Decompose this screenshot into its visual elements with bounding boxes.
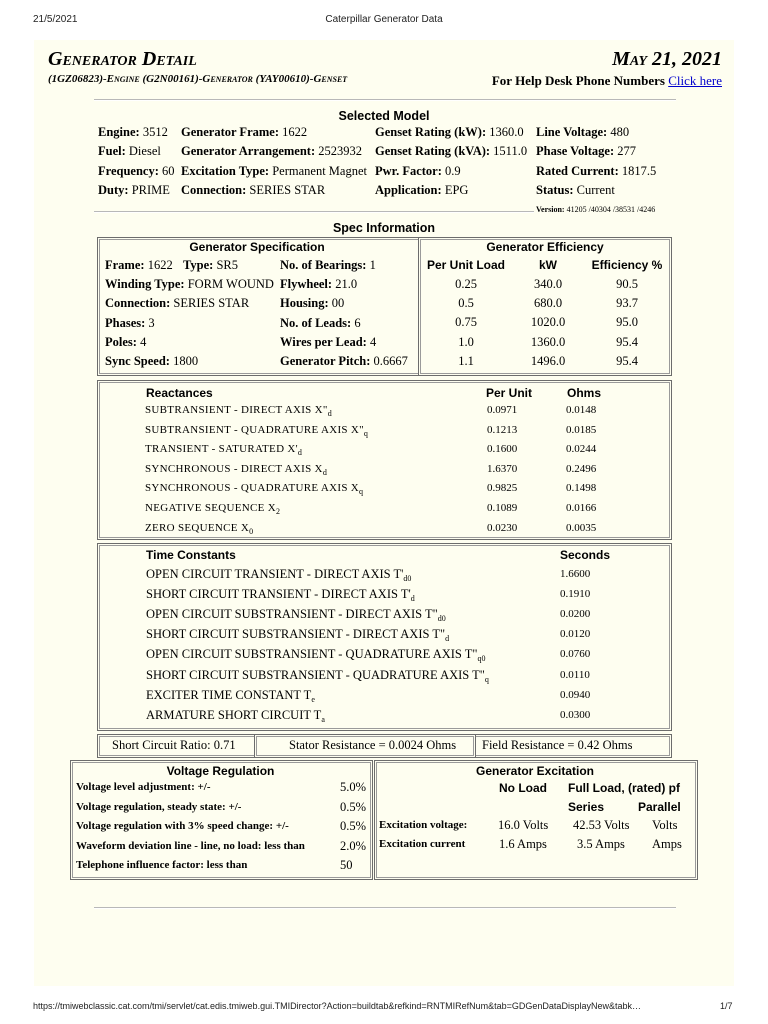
short-circuit-ratio: Short Circuit Ratio: 0.71 (112, 738, 236, 752)
time-constant-label: ARMATURE SHORT CIRCUIT $T_a$ (146, 707, 325, 724)
gen-spec-field: Winding Type: FORM WOUND (105, 277, 274, 292)
time-constant-value: 1.6600 (560, 568, 591, 580)
page-title: Generator Detail (48, 48, 197, 70)
col-series: Series (568, 800, 605, 814)
efficiency-cell: 90.5 (616, 277, 638, 291)
time-constant-label: SHORT CIRCUIT SUBSTRANSIENT - DIRECT AXIS $T"_d$ (146, 627, 450, 644)
excitation-voltage-label: Excitation voltage: (379, 819, 468, 831)
reactance-label: NEGATIVE SEQUENCE $X_2$ (145, 502, 281, 516)
reactance-per-unit: 1.6370 (487, 462, 518, 475)
reactance-per-unit: 0.0230 (487, 521, 518, 534)
model-field: Rated Current: 1817.5 (536, 163, 657, 178)
reactance-per-unit: 0.1089 (487, 502, 518, 514)
print-page-title: Caterpillar Generator Data (325, 14, 443, 25)
time-constant-value: 0.0300 (560, 708, 591, 721)
gen-spec-field: Housing: 00 (280, 296, 345, 311)
reactance-ohms: 0.0244 (566, 443, 597, 456)
time-constant-label: OPEN CIRCUIT TRANSIENT - DIRECT AXIS $T'_{d0}$ (146, 567, 412, 583)
gen-spec-field: No. of Bearings: 1 (280, 258, 376, 272)
efficiency-cell: 680.0 (533, 296, 563, 311)
print-url: https://tmiwebclassic.cat.com/tmi/servlet/cat.edis.tmiweb.gui.TMIDirector?Action=buildtab&refkind=RNTMIRefNum&tab=GDGenDataDisplayNew&tabk… (33, 1001, 641, 1011)
voltage-regulation-label: Telephone influence factor: less than (76, 859, 248, 871)
excitation-voltage-parallel: Volts (652, 818, 678, 832)
gen-spec-field: Flywheel: 21.0 (280, 277, 358, 292)
efficiency-cell: 0.25 (455, 277, 477, 291)
voltage-regulation-value: 50 (340, 858, 353, 872)
voltage-regulation-label: Voltage level adjustment: +/- (76, 781, 211, 793)
col-ohms: Ohms (567, 386, 602, 400)
reactance-label: SYNCHRONOUS - DIRECT AXIS $X_d$ (145, 462, 328, 477)
help-label: For Help Desk Phone Numbers (491, 73, 665, 88)
model-field: Status: Current (536, 182, 615, 197)
reactance-ohms: 0.1498 (566, 482, 597, 495)
efficiency-heading: Generator Efficiency (486, 240, 604, 254)
gen-spec-field: Frame: 1622 (105, 258, 173, 272)
time-constant-label: SHORT CIRCUIT SUBSTRANSIENT - QUADRATURE AXIS $T"_q$ (146, 667, 489, 684)
selected-model-heading: Selected Model (338, 109, 430, 123)
gen-spec-field: Sync Speed: 1800 (105, 354, 199, 368)
gen-spec-field: Phases: 3 (105, 315, 155, 330)
col-full-load: Full Load, (rated) pf (568, 781, 680, 795)
gen-spec-field: Connection: SERIES STAR (105, 296, 250, 311)
model-field: Phase Voltage: 277 (536, 144, 636, 159)
model-field: Frequency: 60 (98, 163, 175, 178)
reactance-label: TRANSIENT - SATURATED $X'_d$ (145, 443, 303, 458)
reactance-per-unit: 0.1213 (487, 423, 518, 436)
version: Version: 41205 /40304 /38531 /4246 (536, 205, 656, 214)
reactance-label: SUBTRANSIENT - QUADRATURE AXIS $X"_q$ (145, 423, 369, 438)
col-parallel: Parallel (638, 800, 681, 814)
page-date: May 21, 2021 (612, 48, 722, 70)
reactance-ohms: 0.0185 (566, 423, 597, 436)
model-field: Genset Rating (kVA): 1511.0 (375, 144, 528, 159)
print-page-count: 1/7 (720, 1001, 733, 1011)
divider (94, 99, 676, 101)
efficiency-cell: 1020.0 (530, 315, 566, 330)
model-field: Connection: SERIES STAR (181, 182, 326, 197)
gen-spec-field: Generator Pitch: 0.6667 (280, 354, 408, 368)
time-constant-label: SHORT CIRCUIT TRANSIENT - DIRECT AXIS $T'_d$ (146, 587, 415, 604)
time-constant-value: 0.0760 (560, 648, 591, 661)
voltage-regulation-label: Waveform deviation line - line, no load: less than (76, 839, 305, 852)
col-seconds: Seconds (560, 548, 611, 562)
version-line (94, 211, 534, 213)
divider-bottom (94, 907, 676, 909)
gen-spec-field: Poles: 4 (105, 334, 147, 349)
time-constants-heading: Time Constants (146, 548, 236, 562)
reactance-label: ZERO SEQUENCE $X_0$ (145, 521, 254, 536)
excitation-current-no-load: 1.6 Amps (499, 837, 547, 851)
time-constant-label: EXCITER TIME CONSTANT $T_e$ (146, 687, 315, 704)
voltage-regulation-heading: Voltage Regulation (166, 764, 275, 778)
efficiency-col-header: Efficiency % (591, 258, 663, 272)
voltage-regulation-value: 2.0% (340, 838, 367, 853)
reactance-ohms: 0.0035 (566, 521, 597, 534)
reactance-label: SYNCHRONOUS - QUADRATURE AXIS $X_q$ (145, 482, 364, 497)
voltage-regulation-value: 0.5% (340, 819, 367, 833)
help-link[interactable]: Click here (668, 73, 722, 88)
model-field: Genset Rating (kW): 1360.0 (375, 125, 524, 139)
excitation-voltage-no-load: 16.0 Volts (498, 818, 549, 832)
model-field: Fuel: Diesel (98, 144, 161, 159)
reactance-ohms: 0.0166 (566, 502, 597, 514)
efficiency-cell: 1496.0 (530, 353, 566, 368)
col-no-load: No Load (499, 781, 547, 795)
efficiency-cell: 1.1 (458, 353, 474, 368)
model-field: Application: EPG (375, 182, 469, 197)
spec-heading: Spec Information (332, 221, 436, 235)
excitation-voltage-series: 42.53 Volts (573, 818, 630, 832)
voltage-regulation-value: 5.0% (340, 780, 367, 794)
gen-spec-heading: Generator Specification (189, 240, 325, 254)
model-field: Engine: 3512 (98, 125, 168, 139)
time-constant-value: 0.1910 (560, 588, 591, 601)
model-field: Line Voltage: 480 (536, 125, 630, 139)
time-constant-value: 0.0120 (560, 628, 591, 641)
col-per-unit: Per Unit (486, 386, 533, 400)
model-field: Pwr. Factor: 0.9 (375, 163, 461, 178)
time-constant-label: OPEN CIRCUIT SUBSTRANSIENT - DIRECT AXIS $T"_{d0}$ (146, 607, 446, 624)
reactance-label: SUBTRANSIENT - DIRECT AXIS $X"_d$ (145, 404, 332, 418)
voltage-regulation-value: 0.5% (340, 799, 367, 814)
reactance-ohms: 0.0148 (566, 404, 597, 416)
time-constant-value: 0.0110 (560, 668, 590, 681)
reactances-heading: Reactances (146, 386, 213, 400)
part-numbers: (1GZ06823)-Engine (G2N00161)-Generator (YAY00610)-Genset (48, 73, 348, 85)
reactance-per-unit: 0.9825 (487, 482, 518, 495)
efficiency-cell: 0.75 (455, 315, 477, 330)
reactance-per-unit: 0.1600 (487, 443, 518, 456)
gen-spec-field: No. of Leads: 6 (280, 315, 361, 330)
model-field: Generator Arrangement: 2523932 (181, 144, 362, 159)
gen-spec-field: Wires per Lead: 4 (280, 334, 377, 349)
excitation-heading: Generator Excitation (475, 764, 595, 778)
voltage-regulation-label: Voltage regulation, steady state: +/- (76, 800, 242, 813)
model-field: Excitation Type: Permanent Magnet (181, 163, 367, 178)
excitation-current-parallel: Amps (652, 837, 682, 851)
efficiency-cell: 93.7 (616, 296, 638, 311)
print-date: 21/5/2021 (33, 14, 78, 25)
efficiency-cell: 1.0 (458, 334, 474, 349)
efficiency-cell: 340.0 (533, 277, 563, 291)
stator-resistance: Stator Resistance = 0.0024 Ohms (289, 738, 457, 752)
model-field: Generator Frame: 1622 (181, 125, 308, 139)
efficiency-col-header: kW (539, 258, 557, 272)
reactance-per-unit: 0.0971 (487, 404, 518, 416)
time-constant-value: 0.0200 (560, 608, 591, 621)
excitation-current-series: 3.5 Amps (577, 837, 625, 851)
efficiency-cell: 95.4 (616, 334, 638, 349)
reactance-ohms: 0.2496 (566, 462, 597, 475)
time-constant-label: OPEN CIRCUIT SUBSTRANSIENT - QUADRATURE AXIS $T"_{q0}$ (146, 647, 486, 664)
excitation-current-label: Excitation current (379, 838, 466, 850)
gen-spec-field: Type: SR5 (183, 258, 238, 272)
help-desk (492, 73, 722, 89)
efficiency-col-header: Per Unit Load (426, 258, 505, 272)
efficiency-cell: 95.4 (616, 353, 638, 368)
model-field: Duty: PRIME (98, 182, 170, 197)
time-constant-value: 0.0940 (560, 688, 591, 701)
efficiency-cell: 1360.0 (530, 334, 566, 349)
efficiency-cell: 95.0 (616, 315, 638, 330)
voltage-regulation-label: Voltage regulation with 3% speed change: +/- (76, 820, 289, 832)
field-resistance: Field Resistance = 0.42 Ohms (482, 738, 633, 752)
efficiency-cell: 0.5 (458, 296, 474, 311)
